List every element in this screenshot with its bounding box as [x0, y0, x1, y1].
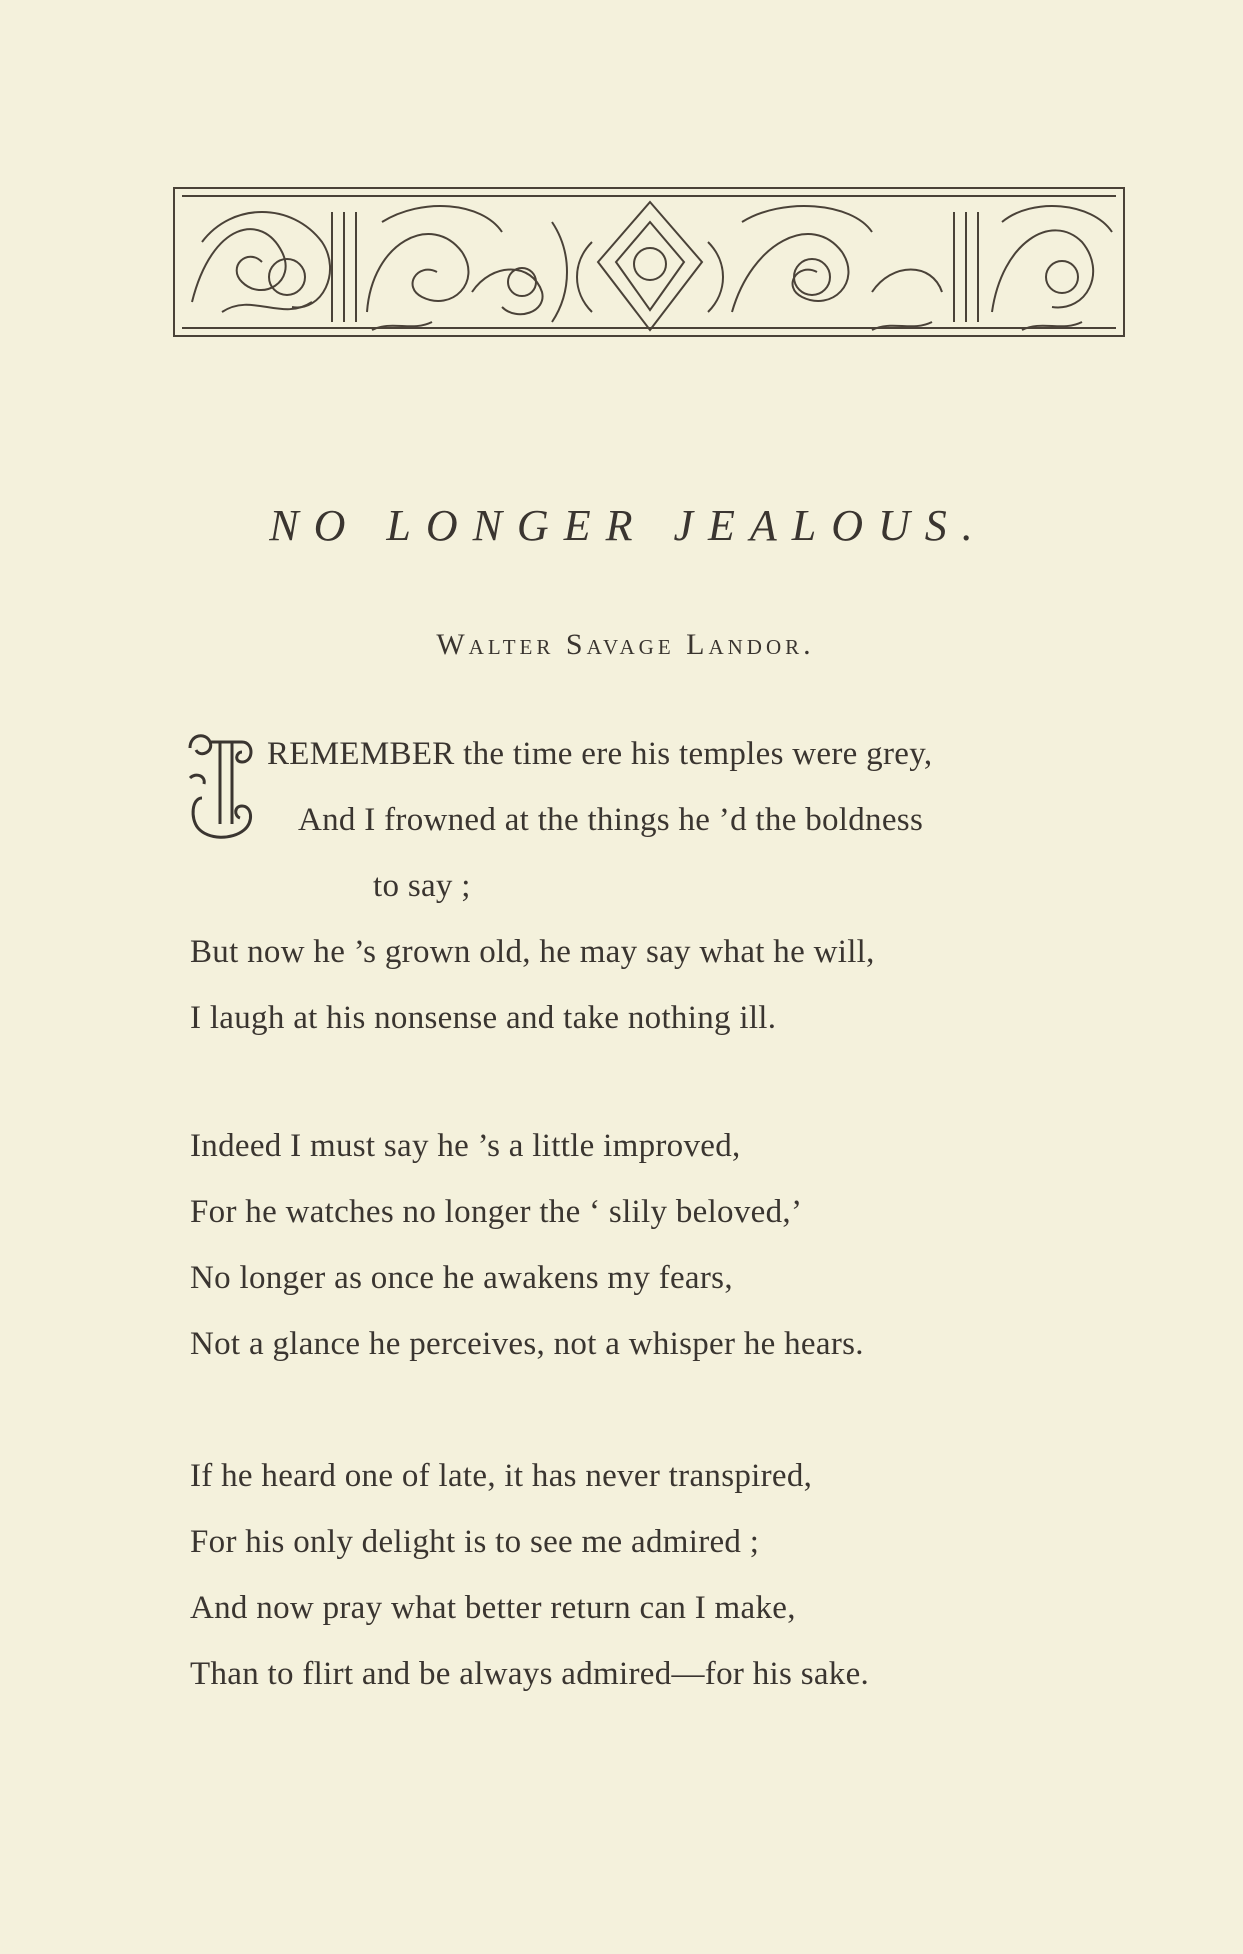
poem-title: NO LONGER JEALOUS.: [269, 501, 988, 550]
poem-line: I laugh at his nonsense and take nothing ill.: [190, 1000, 777, 1036]
poem-line: But now he ’s grown old, he may say what he will,: [190, 934, 875, 970]
poem-line: Not a glance he perceives, not a whisper he hears.: [190, 1326, 864, 1362]
poem-line: to say ;: [373, 868, 471, 904]
poem-line: For he watches no longer the ‘ slily beloved,’: [190, 1194, 803, 1230]
poem-line: If he heard one of late, it has never transpired,: [190, 1458, 813, 1494]
drop-cap-ornament: [182, 728, 262, 846]
poem-line: And now pray what better return can I make,: [190, 1590, 796, 1626]
poem-line: No longer as once he awakens my fears,: [190, 1260, 733, 1296]
poem-line: For his only delight is to see me admired ;: [190, 1524, 760, 1560]
poem-author: Walter Savage Landor.: [436, 628, 815, 661]
poem-line: REMEMBER the time ere his temples were grey,: [267, 736, 933, 772]
poem-line: And I frowned at the things he ’d the boldness: [298, 802, 924, 838]
ornamental-headpiece: [172, 182, 1128, 340]
poem-line: Indeed I must say he ’s a little improved,: [190, 1128, 741, 1164]
poem-line: Than to flirt and be always admired—for his sake.: [190, 1656, 870, 1692]
